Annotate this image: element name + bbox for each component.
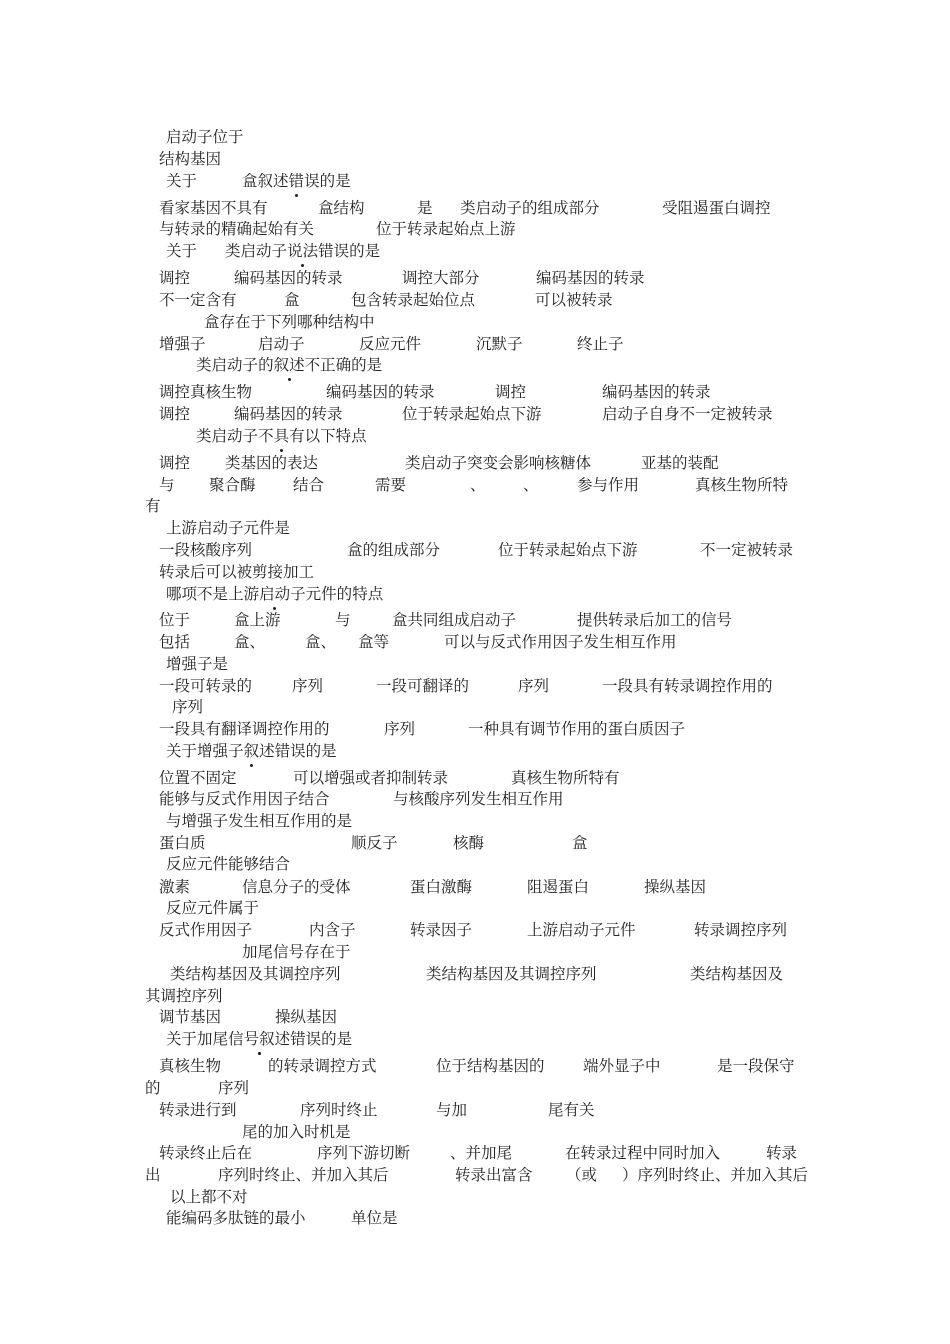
text-line xyxy=(0,1006,950,1028)
text-segment: 包含转录起始位点 xyxy=(351,291,476,309)
text-segment: 能编码多肽链的最小 xyxy=(166,1209,306,1227)
text-segment: 类启动子不具有以下特点 xyxy=(196,427,367,445)
text-segment: 位于转录起始点下游 xyxy=(498,541,638,559)
text-segment: 其调控序列 xyxy=(145,987,223,1005)
text-line xyxy=(0,474,950,496)
text-segment: 转录出富含 xyxy=(455,1166,533,1184)
text-segment: 位于转录起始点上游 xyxy=(376,220,516,238)
text-segment: 盒存在于下列哪种结构中 xyxy=(204,313,375,331)
text-segment: 提供转录后加工的信号 xyxy=(577,611,733,629)
text-segment: 位于 xyxy=(159,611,191,629)
text-segment: 盒共同组成启动子 xyxy=(392,611,517,629)
text-segment: 的转录调控方式 xyxy=(268,1057,377,1075)
text-segment: 哪项不是上游启动子元件的特点 xyxy=(166,585,384,603)
text-line xyxy=(0,631,950,653)
text-segment: 受阻遏蛋白调控 xyxy=(662,199,771,217)
text-line xyxy=(0,832,950,854)
text-segment: 一种具有调节作用的蛋白质因子 xyxy=(468,720,686,738)
text-segment: 单位是 xyxy=(351,1209,398,1227)
text-segment: 盒结构 xyxy=(318,199,365,217)
text-segment: 反应元件能够结合 xyxy=(166,855,291,873)
text-segment: 真核生物 xyxy=(159,1057,222,1075)
text-segment: 调控 xyxy=(159,405,191,423)
text-line xyxy=(0,609,950,631)
text-line xyxy=(0,963,950,985)
text-segment: 终止子 xyxy=(577,335,624,353)
text-segment: 的 xyxy=(145,1079,161,1097)
text-line xyxy=(0,267,950,289)
text-segment: 需要 xyxy=(375,476,407,494)
text-segment: 增强子是 xyxy=(166,655,229,673)
text-segment: 内含子 xyxy=(309,921,356,939)
text-segment: 真核生物所特 xyxy=(695,476,789,494)
text-segment: 调控 xyxy=(159,454,191,472)
text-segment: 转录因子 xyxy=(410,921,473,939)
text-segment: 类结构基因及其调控序列 xyxy=(170,965,341,983)
text-line xyxy=(0,919,950,941)
text-segment: 盒等 xyxy=(358,633,390,651)
text-line xyxy=(0,788,950,810)
text-segment: 编码基因的转录 xyxy=(536,269,645,287)
text-segment: 、 xyxy=(470,476,486,494)
text-segment: 一段具有翻译调控作用的 xyxy=(159,720,330,738)
text-segment: 可以被转录 xyxy=(535,291,613,309)
text-segment: 类结构基因及 xyxy=(690,965,784,983)
text-segment: 编码基因的转录 xyxy=(326,383,435,401)
text-segment: 转录进行到 xyxy=(159,1101,237,1119)
text-line xyxy=(0,240,950,262)
text-segment: 顺反子 xyxy=(351,834,398,852)
text-segment: 关于增强子叙述错误的是 xyxy=(166,742,337,760)
text-segment: 序列 xyxy=(292,677,324,695)
text-segment: 调控真核生物 xyxy=(159,383,253,401)
text-segment: 端外显子中 xyxy=(583,1057,661,1075)
text-segment: 看家基因不具有 xyxy=(159,199,268,217)
text-segment: 与核酸序列发生相互作用 xyxy=(393,790,564,808)
text-segment: 序列时终止、并加入其后 xyxy=(218,1166,389,1184)
text-segment: 启动子自身不一定被转录 xyxy=(602,405,773,423)
text-segment: 在转录过程中同时加入 xyxy=(565,1144,721,1162)
text-line xyxy=(0,354,950,376)
text-segment: 盒 xyxy=(572,834,588,852)
text-segment: 反应元件属于 xyxy=(166,899,260,917)
text-segment: 与加 xyxy=(436,1101,468,1119)
text-line xyxy=(0,1077,950,1099)
text-segment: 以上都不对 xyxy=(170,1188,248,1206)
text-segment: 蛋白质 xyxy=(159,834,206,852)
text-line xyxy=(0,1028,950,1050)
text-segment: 一段可转录的 xyxy=(159,677,253,695)
text-segment: 加尾信号存在于 xyxy=(242,943,351,961)
text-segment: 关于加尾信号叙述错误的是 xyxy=(166,1030,353,1048)
text-segment: 转录终止后在 xyxy=(159,1144,253,1162)
text-line xyxy=(0,218,950,240)
text-segment: 调控 xyxy=(495,383,527,401)
text-line xyxy=(0,653,950,675)
text-segment: 序列 xyxy=(518,677,550,695)
text-segment: 与 xyxy=(159,476,175,494)
text-line xyxy=(0,1142,950,1164)
text-line xyxy=(0,583,950,605)
text-segment: 结构基因 xyxy=(159,150,222,168)
text-segment: 位于转录起始点下游 xyxy=(402,405,542,423)
text-segment: 转录 xyxy=(766,1144,798,1162)
text-segment: 转录后可以被剪接加工 xyxy=(159,563,315,581)
text-line xyxy=(0,941,950,963)
text-segment: 是一段保守 xyxy=(717,1057,795,1075)
text-segment: 能够与反式作用因子结合 xyxy=(159,790,330,808)
text-segment: 可以增强或者抑制转录 xyxy=(293,769,449,787)
text-line xyxy=(0,1055,950,1077)
text-segment: 上游启动子元件是 xyxy=(166,519,291,537)
text-segment: 聚合酶 xyxy=(209,476,256,494)
text-segment: 位置不固定 xyxy=(159,769,237,787)
text-segment: 操纵基因 xyxy=(644,878,707,896)
text-segment: 转录调控序列 xyxy=(694,921,788,939)
text-segment: 与 xyxy=(335,611,351,629)
text-segment: 与增强子发生相互作用的是 xyxy=(166,812,353,830)
text-segment: 盒 xyxy=(284,291,300,309)
text-line xyxy=(0,197,950,219)
text-segment: 关于 xyxy=(166,172,198,190)
text-line xyxy=(0,452,950,474)
text-line xyxy=(0,718,950,740)
text-line xyxy=(0,517,950,539)
text-segment: 真核生物所特有 xyxy=(511,769,620,787)
text-line xyxy=(0,403,950,425)
text-segment: 尾的加入时机是 xyxy=(242,1123,351,1141)
text-line xyxy=(0,311,950,333)
text-segment: 类启动子突变会影响核糖体 xyxy=(405,454,592,472)
text-segment: 不一定被转录 xyxy=(700,541,794,559)
text-segment: 类基因的表达 xyxy=(225,454,319,472)
text-segment: 一段具有转录调控作用的 xyxy=(602,677,773,695)
text-line xyxy=(0,381,950,403)
text-segment: 一段核酸序列 xyxy=(159,541,253,559)
text-segment: 是 xyxy=(417,199,433,217)
text-line xyxy=(0,561,950,583)
text-line xyxy=(0,148,950,170)
text-line xyxy=(0,985,950,1007)
text-segment: 出 xyxy=(145,1166,161,1184)
text-segment: 编码基因的转录 xyxy=(234,405,343,423)
text-segment: 编码基因的转录 xyxy=(602,383,711,401)
text-line xyxy=(0,425,950,447)
text-segment: 包括 xyxy=(159,633,191,651)
text-segment: 核酶 xyxy=(453,834,485,852)
text-line xyxy=(0,810,950,832)
text-segment: 亚基的装配 xyxy=(641,454,719,472)
text-segment: 调控大部分 xyxy=(402,269,480,287)
text-segment: 序列下游切断 xyxy=(317,1144,411,1162)
text-line xyxy=(0,1186,950,1208)
text-segment: 蛋白激酶 xyxy=(410,878,473,896)
text-segment: 结合 xyxy=(293,476,325,494)
text-segment: 反式作用因子 xyxy=(159,921,253,939)
text-segment: 尾有关 xyxy=(548,1101,595,1119)
text-segment: 反应元件 xyxy=(359,335,422,353)
text-segment: 激素 xyxy=(159,878,191,896)
text-segment: 序列 xyxy=(218,1079,250,1097)
text-segment: 调控 xyxy=(159,269,191,287)
text-line xyxy=(0,170,950,192)
text-line xyxy=(0,1164,950,1186)
text-segment: 有 xyxy=(145,497,161,515)
text-line xyxy=(0,740,950,762)
text-segment: 、并加尾 xyxy=(450,1144,513,1162)
text-segment: 盒、 xyxy=(234,633,266,651)
text-segment: 信息分子的受体 xyxy=(242,878,351,896)
text-segment: 操纵基因 xyxy=(275,1008,338,1026)
text-segment: 参与作用 xyxy=(577,476,640,494)
text-segment: 与转录的精确起始有关 xyxy=(159,220,315,238)
text-segment: 启动子位于 xyxy=(166,128,244,146)
text-segment: 不一定含有 xyxy=(159,291,237,309)
text-segment: 沉默子 xyxy=(476,335,523,353)
text-line xyxy=(0,1207,950,1229)
text-line xyxy=(0,767,950,789)
text-line xyxy=(0,897,950,919)
text-segment: 上游启动子元件 xyxy=(527,921,636,939)
text-line xyxy=(0,333,950,355)
text-segment: 、 xyxy=(523,476,539,494)
text-line xyxy=(0,289,950,311)
text-segment: 增强子 xyxy=(159,335,206,353)
text-line xyxy=(0,853,950,875)
text-segment: 盒的组成部分 xyxy=(347,541,441,559)
text-segment: 序列 xyxy=(384,720,416,738)
text-segment: 类启动子的组成部分 xyxy=(460,199,600,217)
text-line xyxy=(0,1099,950,1121)
text-segment: 关于 xyxy=(166,242,198,260)
text-line xyxy=(0,126,950,148)
text-line xyxy=(0,675,950,697)
text-segment: 位于结构基因的 xyxy=(436,1057,545,1075)
text-line xyxy=(0,539,950,561)
text-segment: 类启动子的叙述不正确的是 xyxy=(196,356,383,374)
text-segment: ）序列时终止、并加入其后 xyxy=(622,1166,809,1184)
text-segment: （或 xyxy=(566,1166,598,1184)
text-line xyxy=(0,876,950,898)
text-segment: 盒叙述错误的是 xyxy=(242,172,351,190)
text-segment: 盒、 xyxy=(305,633,337,651)
text-segment: 可以与反式作用因子发生相互作用 xyxy=(444,633,677,651)
text-line xyxy=(0,696,950,718)
text-segment: 类启动子说法错误的是 xyxy=(225,242,381,260)
text-line xyxy=(0,495,950,517)
text-segment: 启动子 xyxy=(258,335,305,353)
text-segment: 阻遏蛋白 xyxy=(527,878,590,896)
text-segment: 一段可翻译的 xyxy=(376,677,470,695)
text-segment: 序列时终止 xyxy=(300,1101,378,1119)
text-segment: 编码基因的转录 xyxy=(234,269,343,287)
text-segment: 盒上游 xyxy=(234,611,281,629)
text-segment: 序列 xyxy=(172,698,204,716)
text-segment: 类结构基因及其调控序列 xyxy=(426,965,597,983)
text-segment: 调节基因 xyxy=(159,1008,222,1026)
text-line xyxy=(0,1121,950,1143)
